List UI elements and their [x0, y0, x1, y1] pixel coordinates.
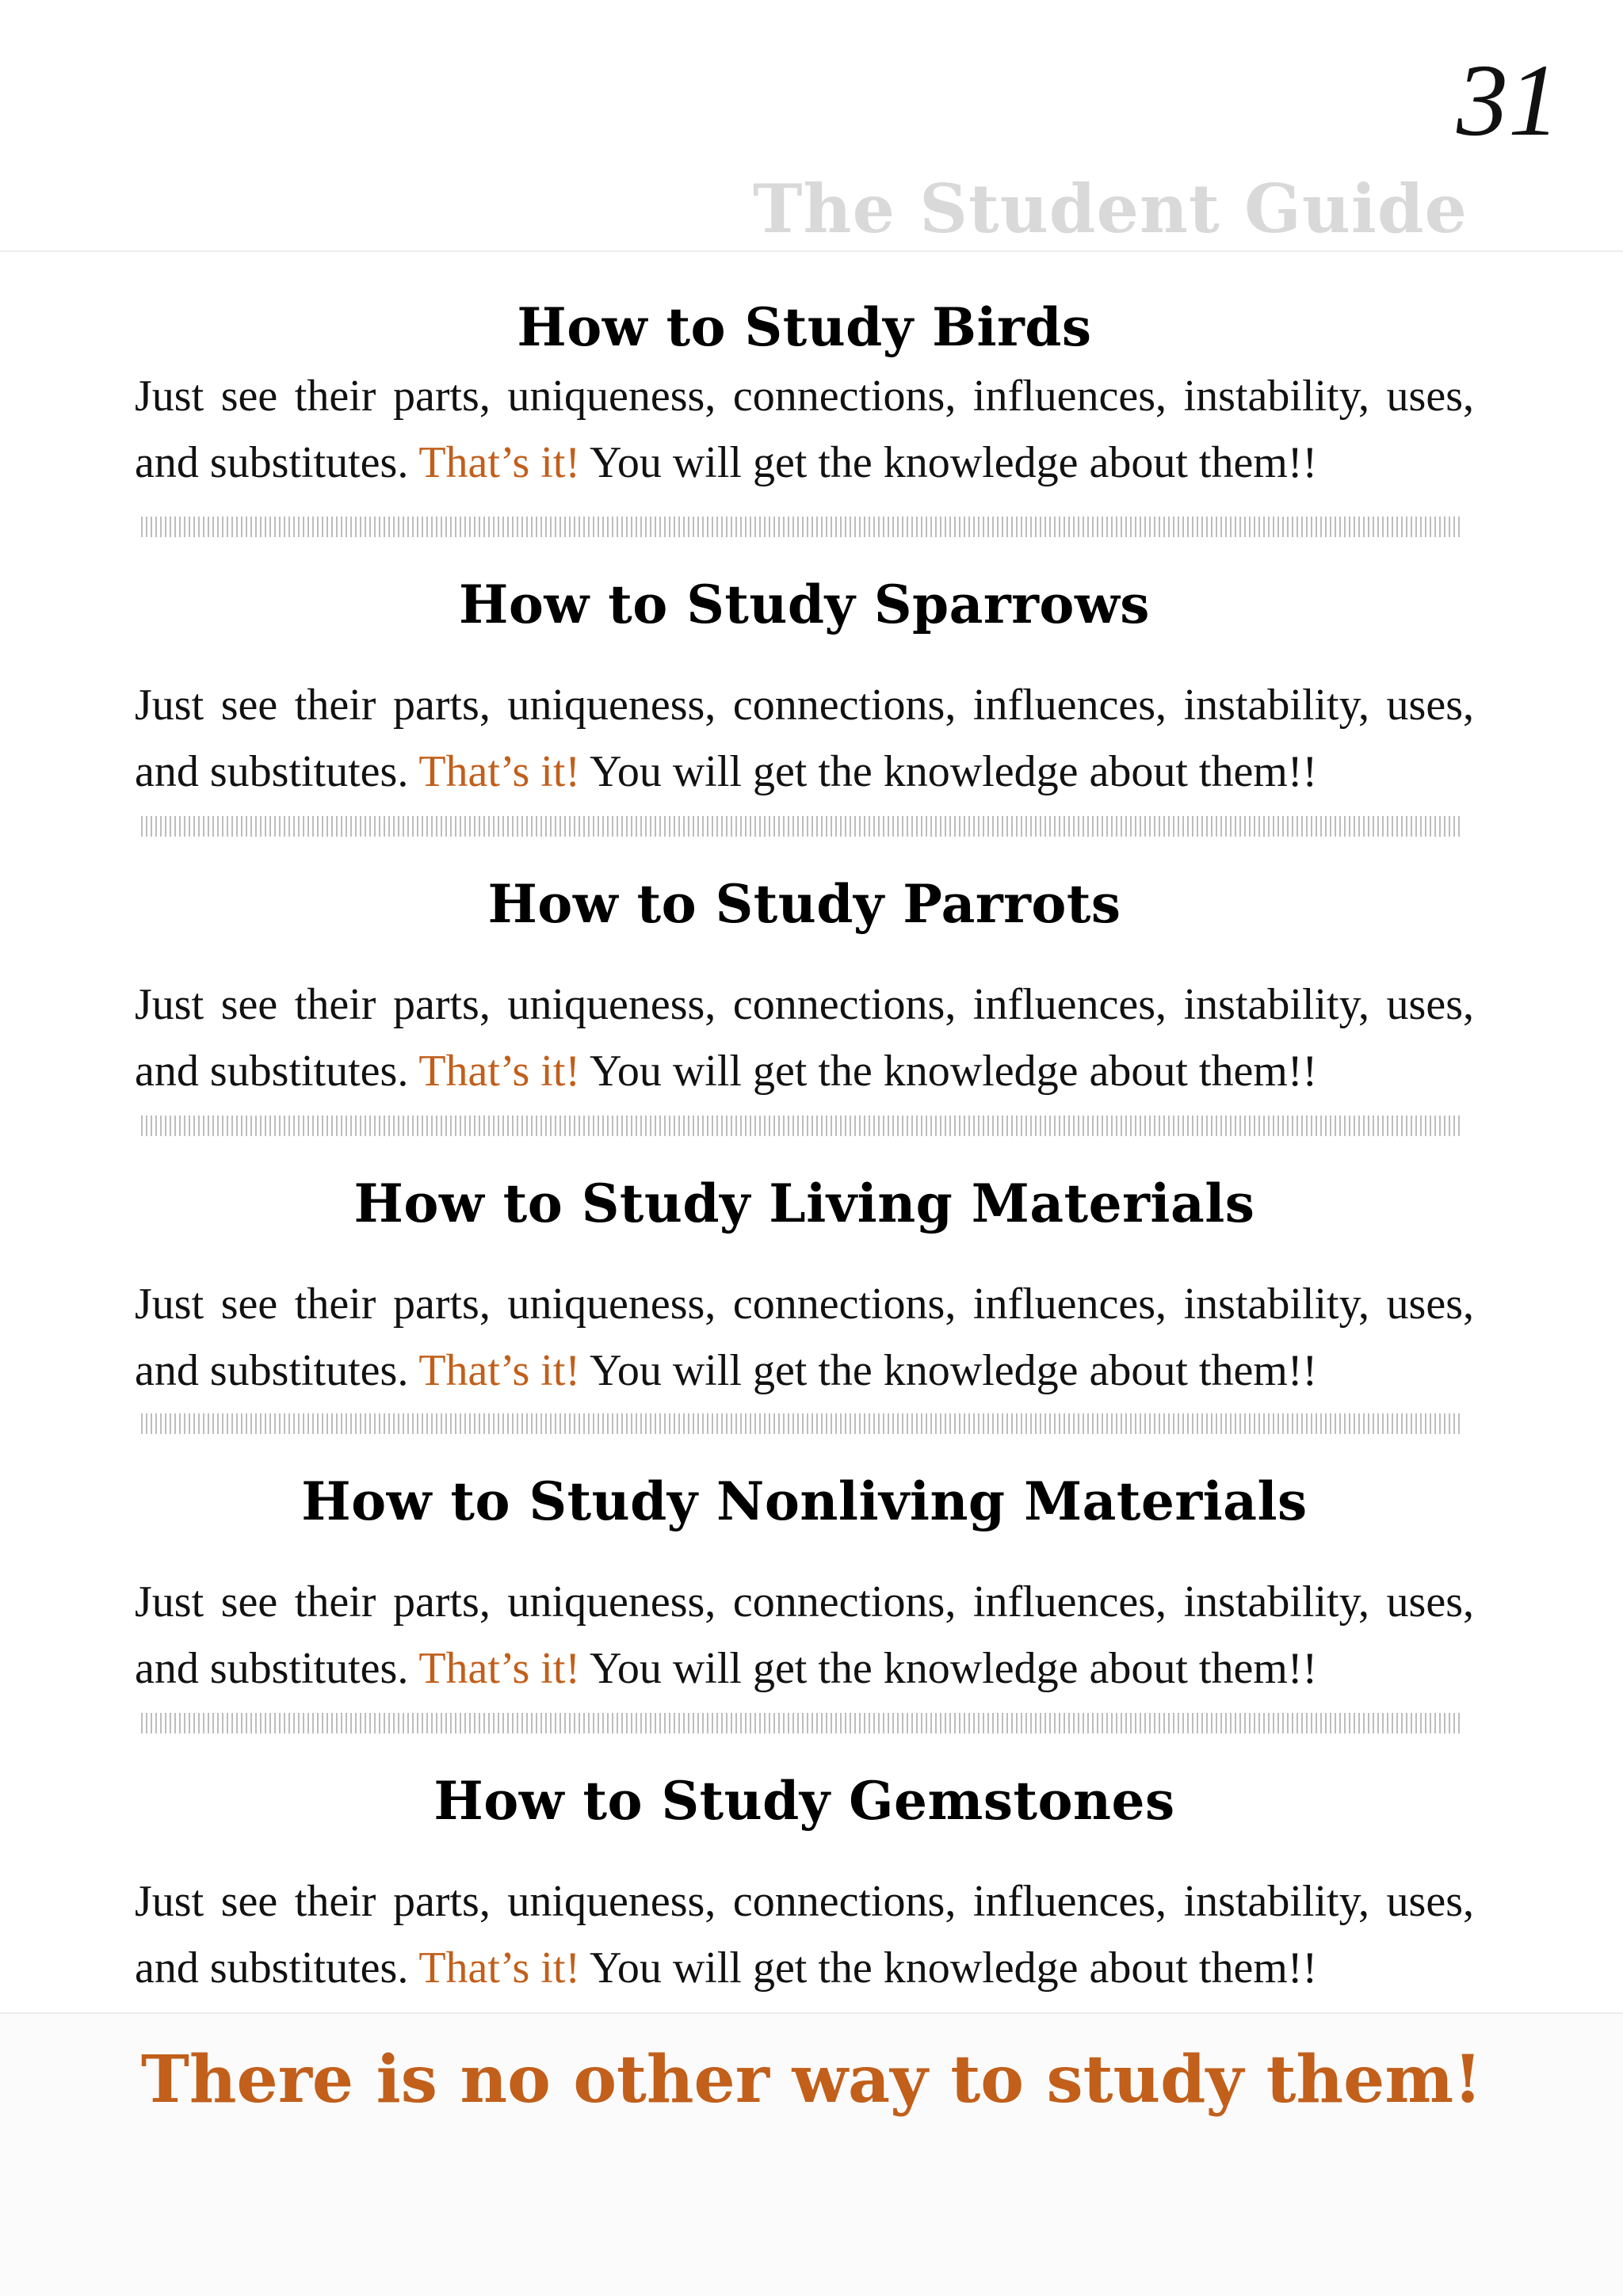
section-heading: How to Study Parrots [487, 873, 1121, 935]
accent-text: That’s it! [418, 1644, 581, 1693]
divider [141, 1413, 1463, 1434]
body-text: You will get the knowledge about them!! [580, 1346, 1318, 1395]
body-text: You will get the knowledge about them!! [580, 1943, 1318, 1993]
accent-text: That’s it! [418, 1047, 581, 1096]
section-gemstones [135, 1765, 1474, 2001]
body-text: Just see their parts, uniqueness, connections, influences, instability, uses, and substitutes. [135, 372, 1474, 487]
section-body [135, 1569, 1474, 1702]
section-body [135, 672, 1474, 805]
body-text: You will get the knowledge about them!! [580, 1047, 1318, 1096]
accent-text: That’s it! [418, 747, 581, 796]
divider [141, 517, 1463, 537]
divider [141, 1713, 1463, 1733]
body-text: Just see their parts, uniqueness, connections, influences, instability, uses, and substitutes. [135, 1280, 1474, 1395]
section-heading: How to Study Birds [517, 296, 1092, 358]
section-sparrows [135, 569, 1474, 805]
body-text: You will get the knowledge about them!! [580, 438, 1318, 487]
body-text: Just see their parts, uniqueness, connections, influences, instability, uses, and substitutes. [135, 1577, 1474, 1693]
section-body [135, 1271, 1474, 1404]
body-text: You will get the knowledge about them!! [580, 1644, 1318, 1693]
section-heading: How to Study Nonliving Materials [301, 1470, 1308, 1532]
body-text: Just see their parts, uniqueness, connections, influences, instability, uses, and substitutes. [135, 1877, 1474, 1993]
section-body [135, 1868, 1474, 2001]
divider [141, 816, 1463, 837]
section-body [135, 363, 1474, 496]
header-rule [0, 250, 1623, 252]
section-body [135, 971, 1474, 1104]
accent-text: That’s it! [418, 438, 581, 487]
accent-text: That’s it! [418, 1943, 581, 1993]
section-living-materials [135, 1168, 1474, 1404]
section-nonliving-materials [135, 1466, 1474, 1702]
section-birds [135, 292, 1474, 496]
body-text: You will get the knowledge about them!! [580, 747, 1318, 796]
divider [141, 1116, 1463, 1136]
section-parrots [135, 868, 1474, 1104]
body-text: Just see their parts, uniqueness, connections, influences, instability, uses, and substitutes. [135, 980, 1474, 1096]
body-text: Just see their parts, uniqueness, connections, influences, instability, uses, and substitutes. [135, 681, 1474, 796]
section-heading: How to Study Gemstones [433, 1770, 1175, 1832]
section-heading: How to Study Sparrows [459, 574, 1150, 635]
accent-text: That’s it! [418, 1346, 581, 1395]
closing-line: There is no other way to study them! [140, 2042, 1483, 2118]
running-title: The Student Guide [753, 170, 1468, 248]
page-number: 31 [1457, 44, 1560, 158]
section-heading: How to Study Living Materials [353, 1173, 1255, 1234]
